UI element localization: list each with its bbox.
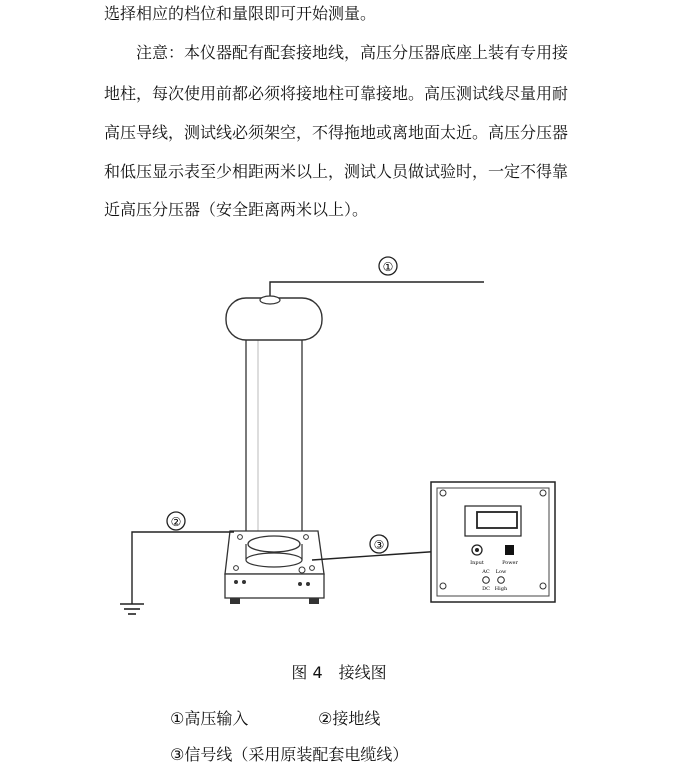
input-label: Input <box>470 560 484 566</box>
text-line-1: 选择相应的档位和量限即可开始测量。 <box>104 4 377 23</box>
figure-caption: 图 4 接线图 <box>291 663 387 682</box>
legend-item-1: ①高压输入 <box>170 709 249 728</box>
power-label: Power <box>502 560 518 566</box>
text-line-3: 地柱，每次使用前都必须将接地柱可靠接地。高压测试线尽量用耐 <box>104 84 569 103</box>
text-line-5: 和低压显示表至少相距两米以上，测试人员做试验时，一定不得靠 <box>104 162 569 181</box>
legend-item-3: ③信号线（采用原装配套电缆线） <box>170 745 409 764</box>
ac-label: AC <box>482 569 490 575</box>
legend-item-2: ②接地线 <box>318 709 381 728</box>
callout-2-label: ② <box>170 515 182 529</box>
callout-3-label: ③ <box>373 538 385 552</box>
power-switch <box>505 545 514 555</box>
text-line-2: 注意：本仪器配有配套接地线，高压分压器底座上装有专用接 <box>136 43 569 62</box>
hv-electrode <box>226 298 322 340</box>
text-line-6: 近高压分压器（安全距离两米以上）。 <box>104 200 369 219</box>
text-line-4: 高压导线，测试线必须架空，不得拖地或离地面太近。高压分压器 <box>104 123 569 142</box>
hv-terminal <box>260 296 280 304</box>
divider-column <box>246 328 302 538</box>
callout-1-label: ① <box>382 260 394 274</box>
meter-panel <box>431 482 555 602</box>
dc-label: DC <box>482 586 490 592</box>
ground-wire <box>132 532 234 604</box>
hv-input-wire <box>270 282 484 298</box>
signal-socket <box>299 567 305 573</box>
low-label: Low <box>495 569 507 575</box>
high-label: High <box>494 586 508 592</box>
